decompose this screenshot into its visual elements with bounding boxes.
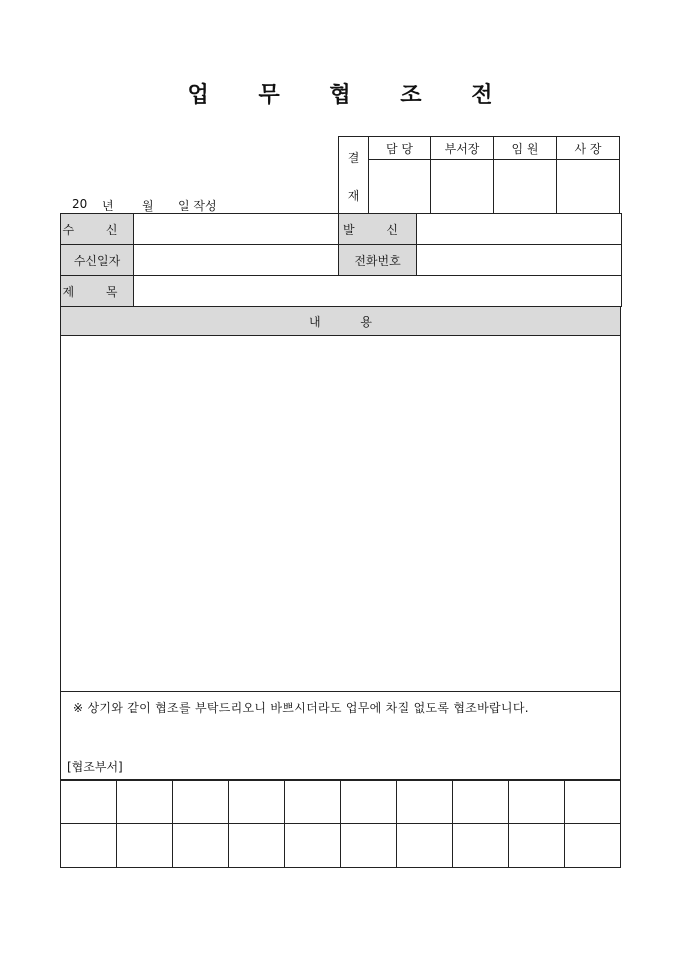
approval-sign-executive[interactable] xyxy=(494,160,557,214)
dept-cell[interactable] xyxy=(61,780,117,824)
received-date-field[interactable] xyxy=(134,245,339,276)
dept-cell[interactable] xyxy=(285,824,341,868)
phone-label: 전화번호 xyxy=(339,245,417,276)
info-table xyxy=(60,213,622,307)
sender-label: 발 신 xyxy=(339,214,417,245)
content-header: 내 용 xyxy=(61,307,621,336)
cooperation-request-note: ※ 상기와 같이 협조를 부탁드리오니 바쁘시더라도 업무에 차질 없도록 협조바랍니다. xyxy=(73,701,529,715)
dept-cell[interactable] xyxy=(509,824,565,868)
dept-cell[interactable] xyxy=(117,824,173,868)
approval-sign-president[interactable] xyxy=(557,160,620,214)
approval-sign-dept-head[interactable] xyxy=(431,160,494,214)
approval-header-executive: 임 원 xyxy=(494,137,557,160)
approval-side-bottom: 재 xyxy=(347,189,360,203)
subject-label: 제 목 xyxy=(61,276,134,307)
content-body-field[interactable] xyxy=(61,336,621,692)
approval-table xyxy=(338,136,620,214)
dept-cell[interactable] xyxy=(453,824,509,868)
dept-cell[interactable] xyxy=(285,780,341,824)
received-date-label: 수신일자 xyxy=(61,245,134,276)
dept-cell[interactable] xyxy=(117,780,173,824)
dept-cell[interactable] xyxy=(509,780,565,824)
recipient-label: 수 신 xyxy=(61,214,134,245)
note-cell xyxy=(61,692,621,781)
phone-field[interactable] xyxy=(417,245,622,276)
dept-cell[interactable] xyxy=(341,780,397,824)
dept-cell[interactable] xyxy=(173,824,229,868)
dept-cell[interactable] xyxy=(173,780,229,824)
dept-cell[interactable] xyxy=(565,824,621,868)
approval-header-dept-head: 부서장 xyxy=(431,137,494,160)
dept-cell[interactable] xyxy=(61,824,117,868)
recipient-field[interactable] xyxy=(134,214,339,245)
dept-cell[interactable] xyxy=(453,780,509,824)
subject-field[interactable] xyxy=(134,276,622,307)
document-title: 업 무 협 조 전 xyxy=(187,82,514,108)
date-prefix: 20 xyxy=(72,197,88,211)
dept-cell[interactable] xyxy=(397,780,453,824)
content-table xyxy=(60,306,621,781)
dept-cell[interactable] xyxy=(397,824,453,868)
dept-cell[interactable] xyxy=(565,780,621,824)
date-year-label: 년 xyxy=(102,199,114,213)
approval-header-staff: 담 당 xyxy=(369,137,431,160)
date-day-label: 일 작성 xyxy=(178,199,217,213)
dept-cell[interactable] xyxy=(341,824,397,868)
sender-field[interactable] xyxy=(417,214,622,245)
approval-header-president: 사 장 xyxy=(557,137,620,160)
approval-sign-staff[interactable] xyxy=(369,160,431,214)
approval-side-cell xyxy=(339,137,369,214)
dept-cell[interactable] xyxy=(229,824,285,868)
date-month-label: 월 xyxy=(142,199,154,213)
approval-side-top: 결 xyxy=(347,151,360,165)
cooperation-dept-grid xyxy=(60,779,621,868)
cooperation-dept-label: [협조부서] xyxy=(67,760,123,774)
date-line xyxy=(72,197,217,214)
dept-cell[interactable] xyxy=(229,780,285,824)
